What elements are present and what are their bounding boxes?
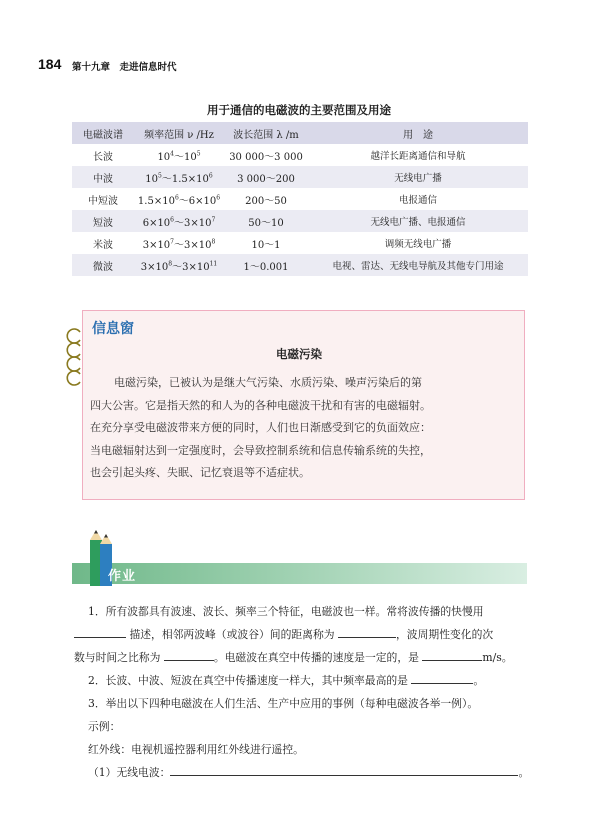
usage: 电报通信: [398, 195, 437, 206]
wavelength-range: 10～1: [251, 239, 281, 251]
info-line: 四大公害。它是指天然的和人为的各种电磁波干扰和有害的电磁辐射。: [90, 398, 431, 412]
spectrum-name: 微波: [72, 254, 134, 276]
info-subtitle: 电磁污染: [276, 347, 322, 361]
info-line: 当电磁辐射达到一定强度时，会导致控制系统和信息传输系统的失控，: [90, 443, 431, 457]
usage: 无线电广播: [308, 166, 528, 188]
table-header-row: [72, 122, 528, 144]
wavelength-range: 50～10: [224, 210, 308, 232]
answer-blank[interactable]: [74, 627, 126, 638]
wavelength-range: 30 000～3 000: [229, 151, 303, 163]
question-1-line-1: 1．所有波都具有波速、波长、频率三个特征，电磁波也一样。常将波传播的快慢用: [88, 605, 484, 618]
info-paragraph: [90, 372, 516, 485]
spectrum-name: 中短波: [88, 195, 118, 207]
item-1: （1）无线电波： 。: [88, 766, 530, 779]
frequency-range: $1.5\times 10^6\sim 6\times 10^6$: [137, 194, 221, 207]
table-row: [72, 188, 528, 210]
table-row: [72, 254, 528, 276]
table-row: [72, 210, 528, 232]
answer-blank[interactable]: [164, 650, 214, 661]
table-title: 用于通信的电磁波的主要范围及用途: [207, 103, 391, 117]
page-number: 184: [38, 56, 62, 72]
example-label: 示例：: [88, 720, 121, 733]
spectrum-name: 中波: [72, 166, 134, 188]
chapter-title: 第十九章 走进信息时代: [72, 62, 177, 73]
usage: 电视、雷达、无线电导航及其他专门用途: [308, 254, 528, 276]
frequency-range: $10^4\sim 10^5$: [157, 150, 201, 163]
question-1-line-3: 数与时间之比称为 。电磁波在真空中传播的速度是一定的，是 m/s。: [74, 651, 513, 664]
table-row: [72, 144, 528, 166]
header-wavelength: 波长范围 λ /m: [224, 122, 308, 144]
table-row: [72, 166, 528, 188]
spectrum-name: 短波: [72, 210, 134, 232]
wavelength-range: 3 000～200: [224, 166, 308, 188]
usage: 调频无线电广播: [384, 239, 452, 250]
frequency-range: $10^5\sim 1.5\times 10^6$: [134, 166, 224, 188]
frequency-range: $3\times 10^7\sim 3\times 10^8$: [142, 238, 216, 251]
question-2: 2．长波、中波、短波在真空中传播速度一样大，其中频率最高的是 。: [88, 674, 485, 687]
info-window-title: 信息窗: [92, 321, 134, 337]
homework-title: 作业: [108, 569, 137, 584]
spectrum-name: 米波: [93, 239, 113, 251]
example-text: 红外线：电视机遥控器利用红外线进行遥控。: [88, 743, 304, 756]
wavelength-range: 1～0.001: [224, 254, 308, 276]
frequency-range: $3\times 10^8\sim 3\times 10^{11}$: [134, 254, 224, 276]
header-spectrum: 电磁波谱: [72, 122, 134, 144]
usage: 越洋长距离通信和导航: [370, 151, 466, 162]
header-usage: 用 途: [308, 122, 528, 144]
answer-blank[interactable]: [422, 650, 482, 661]
spectrum-name: 长波: [93, 151, 113, 163]
usage: 无线电广播、电报通信: [308, 210, 528, 232]
table-row: [72, 232, 528, 254]
question-1-line-2: 描述，相邻两波峰（或波谷）间的距离称为 ，波周期性变化的次: [74, 627, 528, 642]
answer-blank[interactable]: [338, 627, 396, 638]
answer-blank[interactable]: [411, 673, 473, 684]
info-line: 也会引起头疼、失眠、记忆衰退等不适症状。: [90, 466, 310, 479]
answer-blank[interactable]: [170, 765, 518, 776]
homework-banner: [72, 563, 527, 584]
header-frequency: 频率范围 ν /Hz: [134, 122, 224, 144]
em-spectrum-table: [72, 122, 528, 276]
info-line: 电磁污染，已被认为是继大气污染、水质污染、噪声污染后的第: [114, 376, 422, 389]
question-3: 3．举出以下四种电磁波在人们生活、生产中应用的事例（每种电磁波各举一例）。: [88, 697, 479, 710]
frequency-range: $6\times 10^6\sim 3\times 10^7$: [134, 210, 224, 232]
info-line: 在充分享受电磁波带来方便的同时，人们也日渐感受到它的负面效应：: [90, 421, 431, 434]
wavelength-range: 200～50: [245, 195, 287, 207]
